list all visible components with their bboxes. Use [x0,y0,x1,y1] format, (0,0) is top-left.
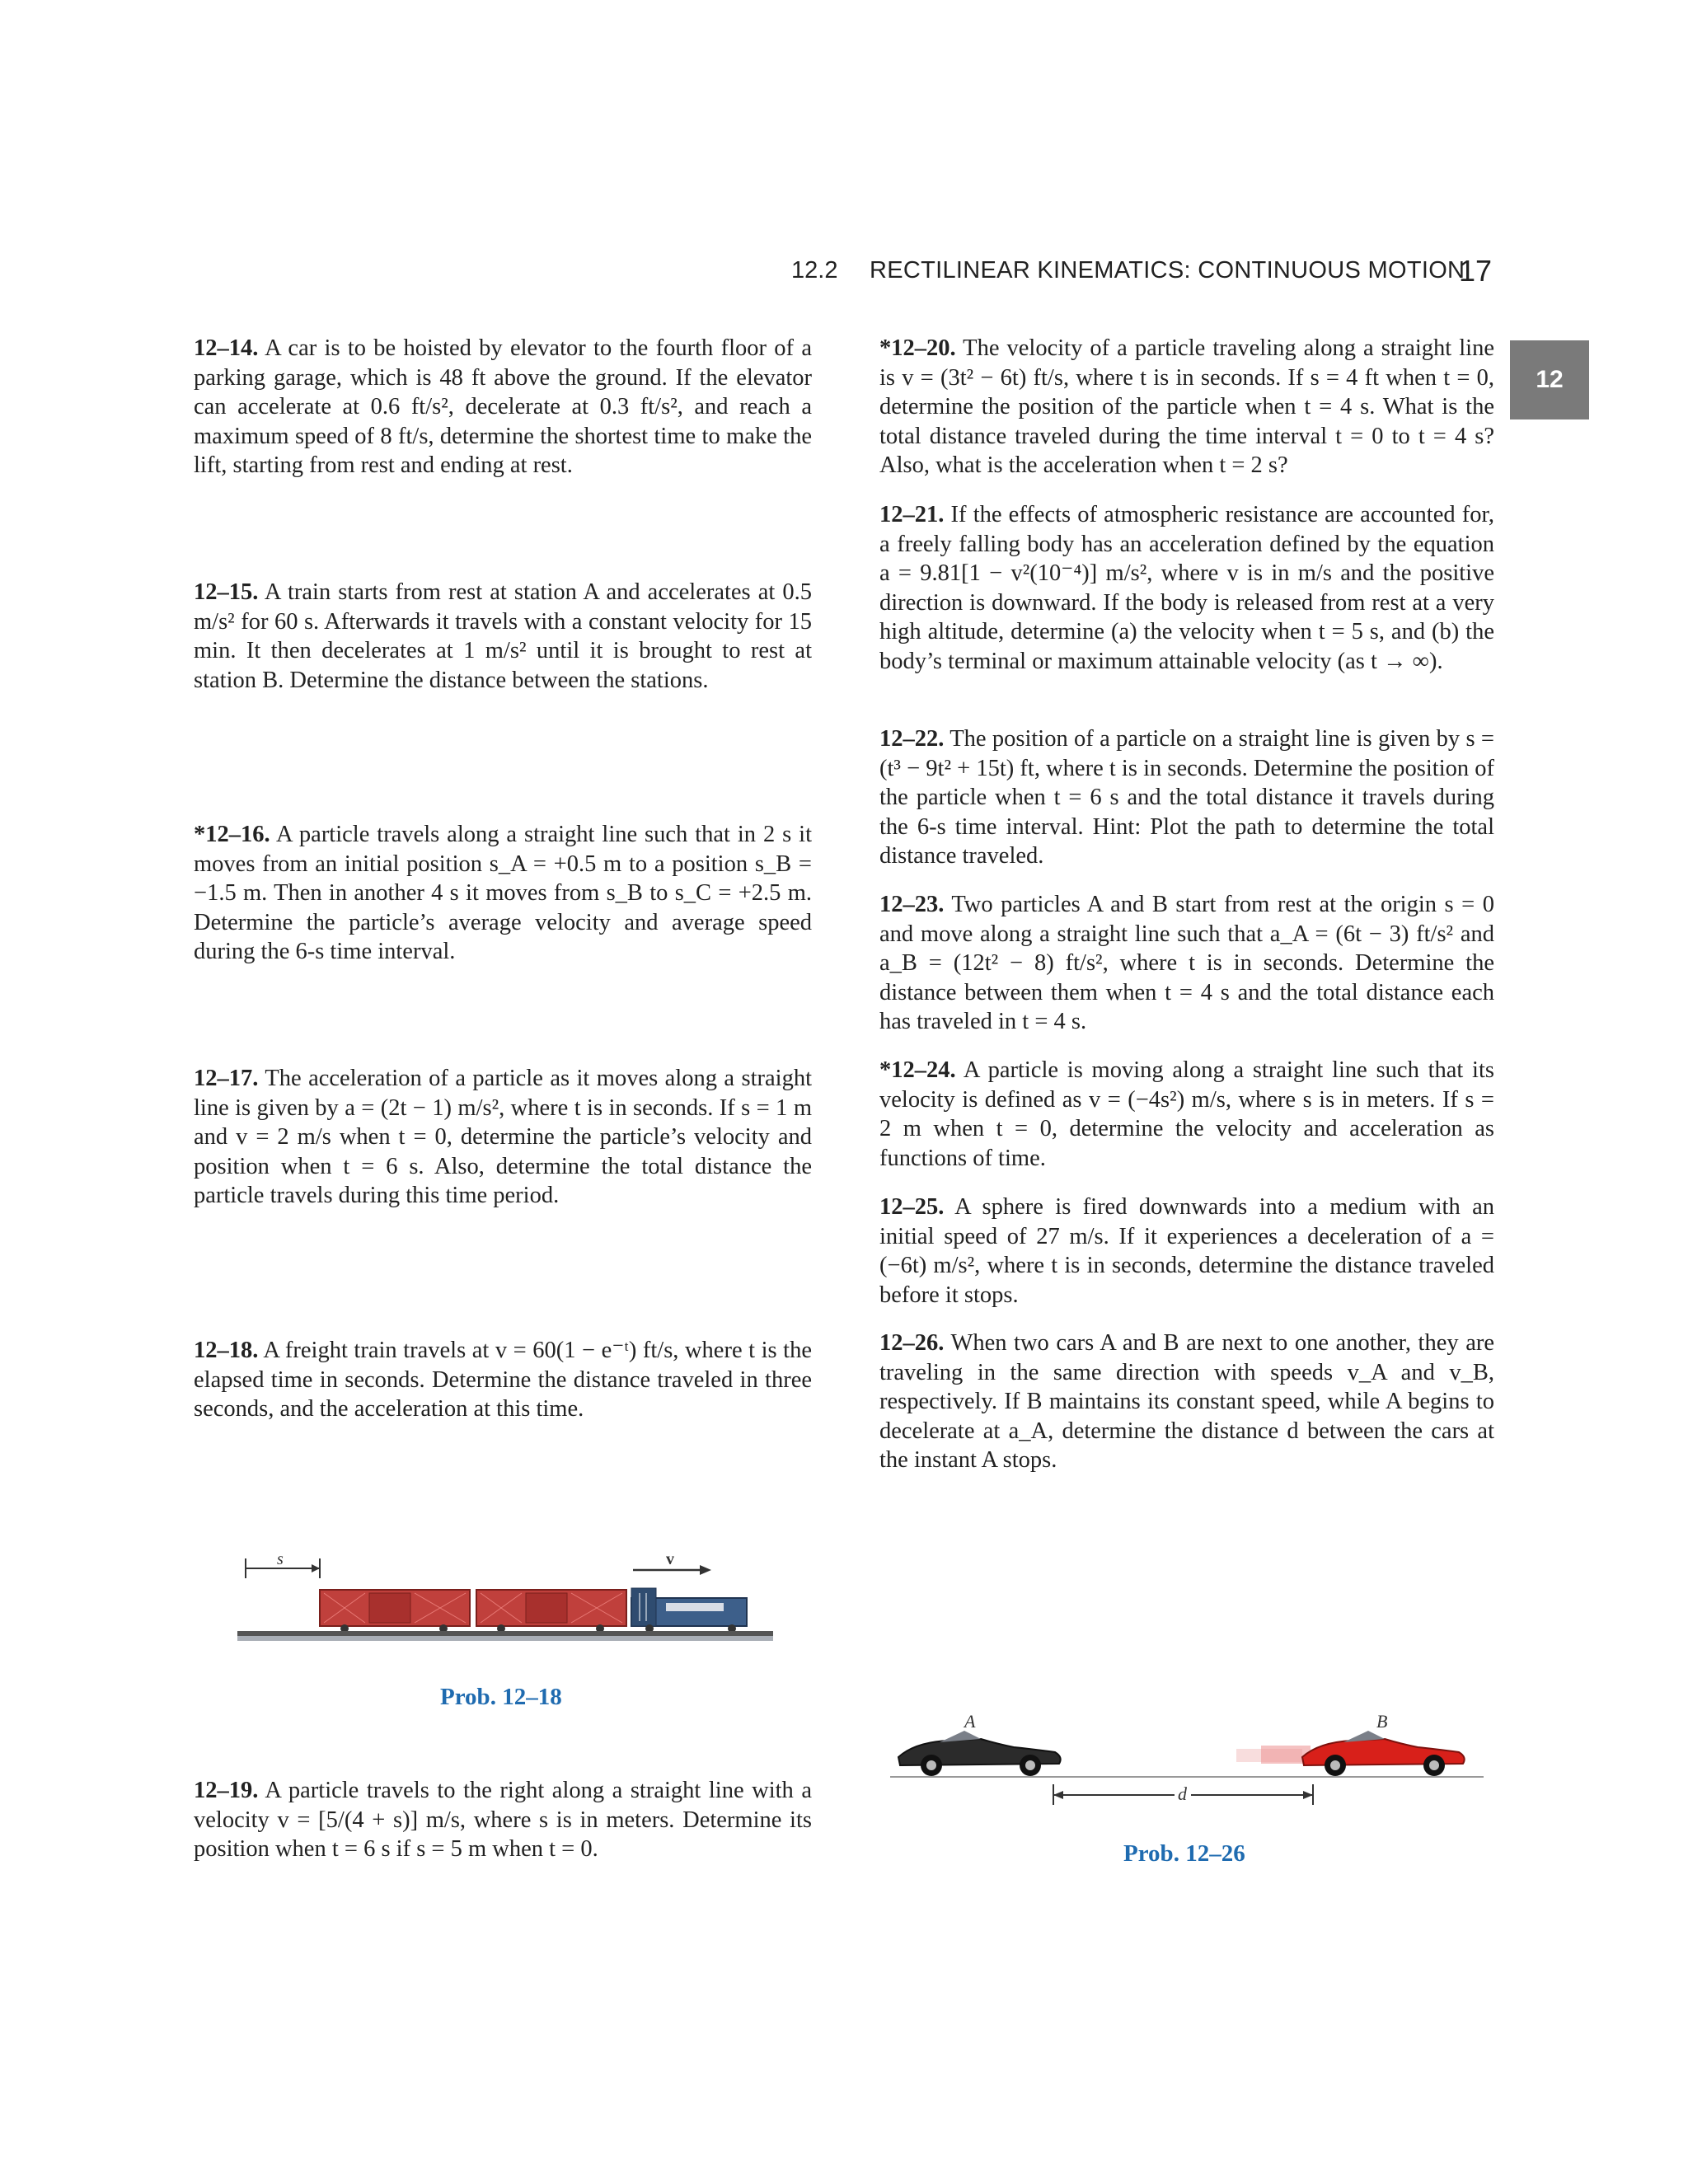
car-a [898,1731,1061,1776]
problem-number: 12–17. [194,1066,259,1091]
page-number: 17 [1458,254,1492,288]
problem-text: A sphere is fired downwards into a medium with an initial speed of 27 m/s. If it experiences a deceleration of a = (−6t) m/s², where t is in seconds, determine the distance traveled before it stops. [879,1194,1494,1308]
problem-number: 12–22. [879,726,945,752]
label-d: d [1178,1783,1187,1804]
figure-caption-12-18: Prob. 12–18 [440,1684,562,1710]
problem-number: 12–18. [194,1338,259,1363]
problem-12-18 [194,1336,812,1424]
problem-12-24 [879,1056,1494,1173]
problem-number: 12–25. [879,1194,945,1220]
label-car-b: B [1376,1711,1388,1732]
problem-number: *12–16. [194,822,270,847]
problem-number: 12–15. [194,579,259,605]
locomotive [631,1588,747,1626]
problem-number: 12–26. [879,1330,945,1356]
problem-12-20 [879,334,1494,480]
boxcar-2 [476,1590,626,1626]
problem-12-21 [879,500,1494,676]
problem-number: *12–24. [879,1057,956,1083]
chapter-tab: 12 [1510,340,1589,419]
problem-12-19 [194,1776,812,1864]
problem-text: A particle is moving along a straight line such that its velocity is defined as v = (−4s²) m/s, where s is in meters. If s = 2 m when t = 0, determine the velocity and acceleration as functions of time. [879,1057,1494,1171]
problem-number: 12–19. [194,1778,259,1803]
two-cars-figure [890,1706,1484,1830]
label-v: v [666,1552,674,1568]
problem-text: When two cars A and B are next to one another, they are traveling in the same direction with speeds v_A and v_B, respectively. If B maintains its constant speed, while A begins to decelerate at a_A, determine the distance d between the cars at the instant A stops. [879,1330,1494,1473]
section-number: 12.2 [791,257,838,284]
problem-text: A freight train travels at v = 60(1 − e⁻ᵗ) ft/s, where t is the elapsed time in seconds. Determine the distance traveled in three seconds, and the acceleration at this time. [194,1338,812,1422]
running-header [791,254,1492,293]
boxcar-1 [320,1590,470,1626]
problem-number: *12–20. [879,335,956,361]
rail [237,1631,773,1636]
problem-12-14 [194,334,812,480]
problem-text: Two particles A and B start from rest at the origin s = 0 and move along a straight line such that a_A = (6t − 3) ft/s² and a_B = (12t² − 8) ft/s², where t is in seconds. Determine the distance between them when t = 4 s and the total distance each has traveled in t = 4 s. [879,892,1494,1034]
problem-12-17 [194,1064,812,1211]
problem-text: A particle travels to the right along a straight line with a velocity v = [5/(4 + s)] m/s, where s is in meters. Determine its position when t = 6 s if s = 5 m when t = 0. [194,1778,812,1862]
problem-text: The position of a particle on a straight line is given by s = (t³ − 9t² + 15t) ft, where t is in seconds. Determine the position of the particle when t = 6 s and the total distance it travels during the 6-s time interval. Hint: Plot the path to determine the total distance traveled. [879,726,1494,869]
problem-number: 12–23. [879,892,945,917]
label-car-a: A [964,1711,976,1732]
problem-text: If the effects of atmospheric resistance are accounted for, a freely falling body has an acceleration defined by the equation a = 9.81[1 − v²(10⁻⁴)] m/s², where v is in m/s and the positive direction is downward. If the body is released from rest at a very high altitude, determine (a) the velocity when t = 5 s, and (b) the body’s terminal or maximum attainable velocity (as t → ∞). [879,502,1494,674]
freight-train-figure [237,1552,781,1643]
problem-text: A train starts from rest at station A and accelerates at 0.5 m/s² for 60 s. Afterwards it travels with a constant velocity for 15 min. It then decelerates at 1 m/s² until it is brought to rest at station B. Determine the distance between the stations. [194,579,812,693]
car-b [1236,1731,1465,1776]
problem-12-15 [194,578,812,695]
figure-caption-12-26: Prob. 12–26 [1123,1840,1245,1867]
problem-text: The velocity of a particle traveling along a straight line is v = (3t² − 6t) ft/s, where t is in seconds. If s = 4 ft when t = 0, determine the position of the particle when t = 4 s. What is the total distance traveled during the time interval t = 0 to t = 4 s? Also, what is the acceleration when t = 2 s? [879,335,1494,478]
problem-text: A car is to be hoisted by elevator to the fourth floor of a parking garage, which is 48 ft above the ground. If the elevator can accelerate at 0.6 ft/s², decelerate at 0.3 ft/s², and reach a maximum speed of 8 ft/s, determine the shortest time to make the lift, starting from rest and ending at rest. [194,335,812,478]
problem-number: 12–21. [879,502,945,527]
problem-12-22 [879,724,1494,871]
problem-text: A particle travels along a straight line such that in 2 s it moves from an initial position s_A = +0.5 m to a position s_B = −1.5 m. Then in another 4 s it moves from s_B to s_C = +2.5 m. Determine the particle’s average velocity and average speed during the 6-s time interval. [194,822,812,964]
distance-dimension [1053,1783,1313,1805]
track-bed [237,1636,773,1641]
section-title: RECTILINEAR KINEMATICS: CONTINUOUS MOTION [870,257,1465,284]
problem-12-23 [879,890,1494,1037]
problem-12-16 [194,820,812,967]
label-s: s [277,1552,284,1568]
problem-12-25 [879,1193,1494,1310]
problem-number: 12–14. [194,335,259,361]
problem-12-26 [879,1329,1494,1475]
problem-text: The acceleration of a particle as it moves along a straight line is given by a = (2t − 1) m/s², where t is in seconds. If s = 1 m and v = 2 m/s when t = 0, determine the particle’s velocity and position when t = 6 s. Also, determine the total distance the particle travels during this time period. [194,1066,812,1208]
